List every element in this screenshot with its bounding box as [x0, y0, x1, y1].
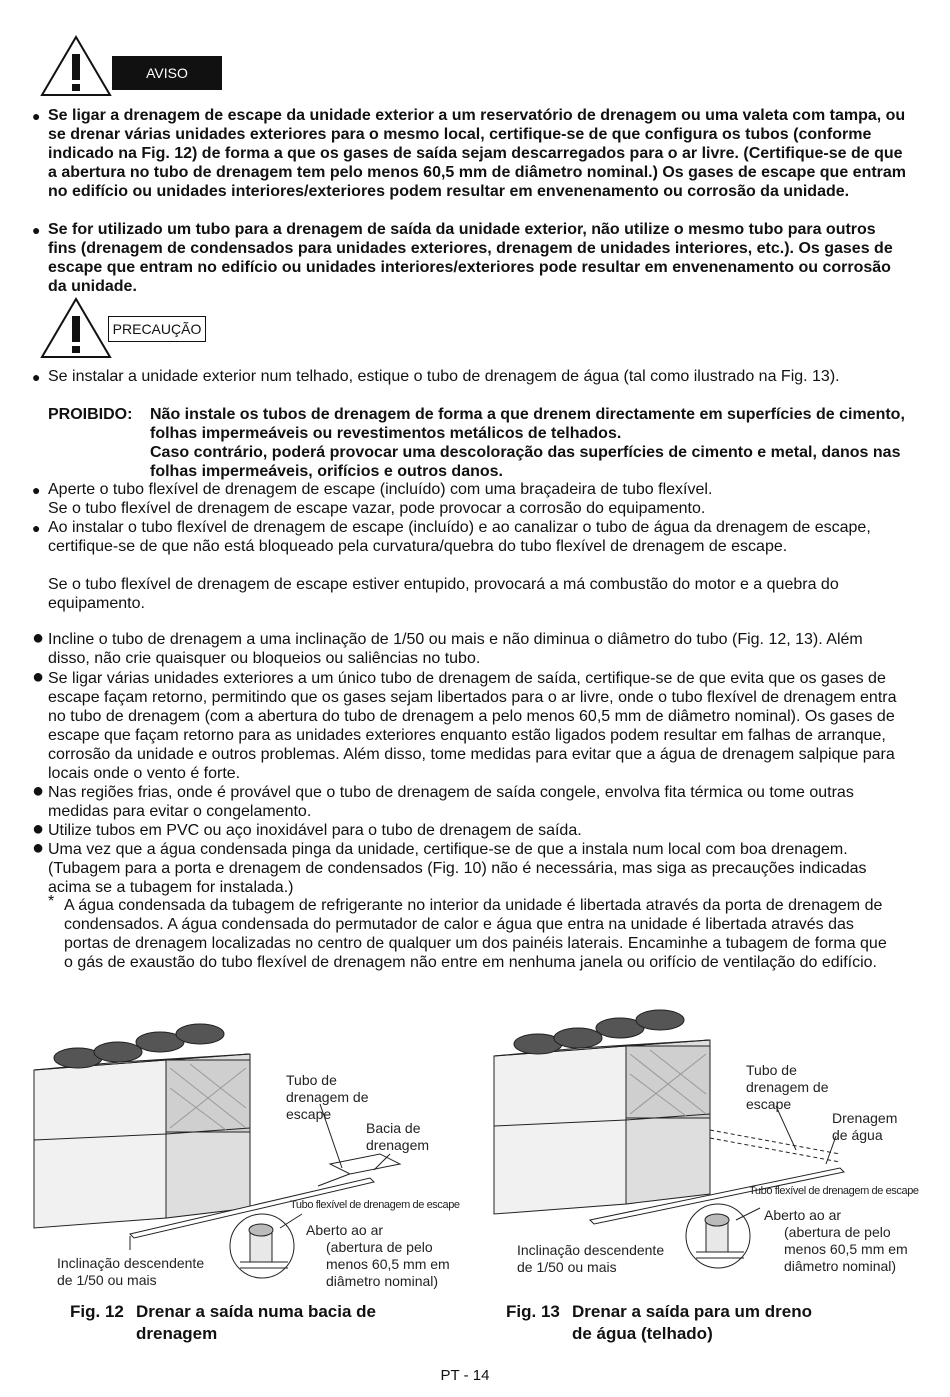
fig12-label-inclinacao: Inclinação descendente de 1/50 ou mais	[57, 1255, 205, 1288]
page-number: PT - 14	[440, 1367, 490, 1384]
note-1: Incline o tubo de drenagem a uma inclinação de 1/50 ou mais e não diminua o diâmetro do tubo (Fig. 12, 13). Além disso, não crie quaisquer ou bloqueios ou saliências no tubo.	[48, 631, 863, 667]
fig13-label-flexivel: Tubo flexível de drenagem de escape	[749, 1185, 919, 1197]
bullet: ●	[32, 780, 45, 802]
asterisk: *	[48, 893, 55, 910]
warning-icon	[40, 34, 112, 98]
bullet: ●	[32, 627, 45, 649]
bullet: ●	[32, 520, 41, 536]
prohibited-label: PROIBIDO:	[48, 406, 133, 423]
fig13-caption-num: Fig. 13	[506, 1302, 560, 1321]
bullet: ●	[32, 837, 45, 859]
caution-item-1: Se instalar a unidade exterior num telhado, estique o tubo de drenagem de água (tal como ilustrado na Fig. 13).	[48, 368, 840, 385]
fig13-label-drenagem: Drenagem de água	[832, 1110, 898, 1143]
caution-item-3b: Se o tubo flexível de drenagem de escape estiver entupido, provocará a má combustão do motor e a quebra do equipamento.	[48, 576, 839, 612]
fig13-label-inclinacao: Inclinação descendente de 1/50 ou mais	[517, 1242, 665, 1275]
bullet: ●	[32, 666, 45, 688]
fig12-label-bacia: Bacia de drenagem	[366, 1120, 430, 1153]
fig13-label-tubo: Tubo de drenagem de escape	[746, 1062, 829, 1112]
fig12-label-aberto: Aberto ao ar (abertura de pelo menos 60,5 mm em diâmetro nominal)	[306, 1222, 450, 1289]
fig12-label-tubo: Tubo de drenagem de escape	[286, 1072, 369, 1122]
caution-item-3: Ao instalar o tubo flexível de drenagem de escape (incluído) e ao canalizar o tubo de água da drenagem de escape, certifique-se de que não está bloqueado pela curvatura/quebra do tubo flexível de drenagem de escape.	[48, 519, 871, 555]
prohibited-text: Não instale os tubos de drenagem de forma a que drenem directamente em superfícies de cimento, folhas impermeáveis ou revestimentos metálicos de telhados.	[150, 406, 905, 442]
prohibited-text-2: Caso contrário, poderá provocar uma descoloração das superfícies de cimento e metal, danos nas folhas impermeáveis, orifícios e outros danos.	[150, 444, 901, 480]
note-5: Uma vez que a água condensada pinga da unidade, certifique-se de que a instala num local com boa drenagem. (Tubagem para a porta e drenagem de condensados (Fig. 10) não é necessária, mas siga as precauções indicadas acima se a tubagem for instalada.)	[48, 841, 867, 896]
fig12-caption-num: Fig. 12	[70, 1302, 124, 1321]
asterisk-note: A água condensada da tubagem de refrigerante no interior da unidade é libertada através da porta de drenagem de condensados. A água condensada do permutador de calor e água que entra na unidade é libertada através das portas de drenagem localizadas no centro de qualquer um dos painéis laterais. Encaminhe a tubagem de forma que o gás de exaustão do tubo flexível de drenagem não entre em nenhuma janela ou orifício de ventilação do edifício.	[64, 897, 887, 971]
fig12-caption: Drenar a saída numa bacia de drenagem	[136, 1302, 376, 1343]
caution-item-2b: Se o tubo flexível de drenagem de escape vazar, pode provocar a corrosão do equipamento.	[48, 500, 706, 517]
warning-label: AVISO	[112, 56, 222, 90]
caution-icon	[40, 296, 112, 360]
note-4: Utilize tubos em PVC ou aço inoxidável para o tubo de drenagem de saída.	[48, 822, 582, 839]
caution-item-2: Aperte o tubo flexível de drenagem de escape (incluído) com uma braçadeira de tubo flexível.	[48, 481, 713, 498]
note-3: Nas regiões frias, onde é provável que o tubo de drenagem de saída congele, envolva fita térmica ou tome outras medidas para evitar o congelamento.	[48, 784, 854, 820]
bullet: ●	[32, 369, 41, 385]
fig13-caption: Drenar a saída para um dreno de água (telhado)	[572, 1302, 812, 1343]
warning-item-1: Se ligar a drenagem de escape da unidade exterior a um reservatório de drenagem ou uma valeta com tampa, ou se drenar várias unidades exteriores para o mesmo local, certifique-se de que configura os tubos (conforme indicado na Fig. 12) de forma a que os gases de saída sejam descarregados para o ar livre. (Certifique-se de que a abertura no tubo de drenagem tem pelo menos 60,5 mm de diâmetro nominal.) Os gases de escape que entram no edifício ou unidades interiores/exteriores podem resultar em envenenamento ou corrosão da unidade.	[48, 107, 907, 200]
bullet: ●	[32, 482, 41, 498]
fig12-label-flexivel: Tubo flexível de drenagem de escape	[290, 1199, 460, 1211]
bullet: ●	[32, 222, 41, 238]
note-2: Se ligar várias unidades exteriores a um único tubo de drenagem de saída, certifique-se de que evita que os gases de escape façam retorno, permitindo que os gases sejam libertados para o ar livre, onde o tubo flexível de drenagem entra no tubo de drenagem (com a abertura do tubo de drenagem a pelo menos 60,5 mm de diâmetro nominal). Os gases de escape que façam retorno para as unidades exteriores enquanto estão ligados podem resultar em falhas de arranque, corrosão da unidade e outros problemas. Além disso, tome medidas para evitar que a água de drenagem salpique para locais onde o vento é forte.	[48, 670, 897, 782]
fig13-label-aberto: Aberto ao ar (abertura de pelo menos 60,5 mm em diâmetro nominal)	[764, 1207, 908, 1274]
warning-item-2: Se for utilizado um tubo para a drenagem de saída da unidade exterior, não utilize o mesmo tubo para outros fins (drenagem de condensados para unidades exteriores, drenagem de unidades interiores, etc.). Os gases de escape que entram no edifício ou unidades interiores/exteriores pode resultar em envenenamento ou corrosão da unidade.	[48, 221, 893, 295]
bullet: ●	[32, 108, 41, 124]
bullet: ●	[32, 818, 45, 840]
caution-label: PRECAUÇÃO	[108, 316, 206, 342]
